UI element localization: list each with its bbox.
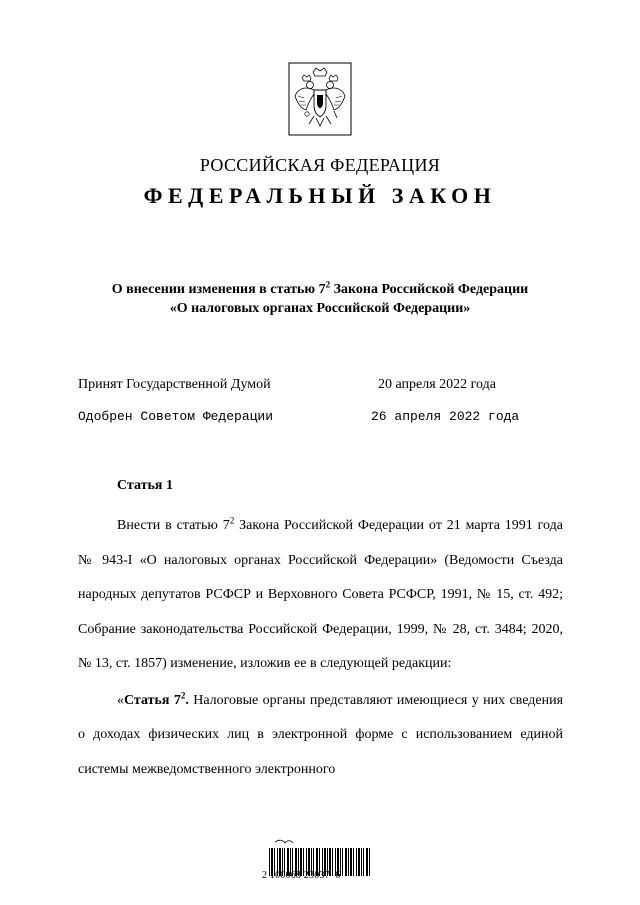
coat-of-arms-icon <box>288 62 352 136</box>
law-title-sup: 2 <box>325 279 331 290</box>
council-label: Одобрен Советом Федерации <box>78 409 274 424</box>
para2-rest: Налоговые органы представляют имеющиеся у них сведения о доходах физических лиц в электронной форме с использованием единой системы межведомственного электронного <box>78 692 564 777</box>
article-heading: Статья 1 <box>117 478 173 493</box>
law-type: ФЕДЕРАЛЬНЫЙ ЗАКОН <box>143 183 497 208</box>
law-title <box>60 280 580 318</box>
duma-date: 20 апреля 2022 года <box>378 377 496 392</box>
council-date: 26 апреля 2022 года <box>371 409 520 424</box>
para2-article-ref: Статья $7^2$. <box>124 689 189 708</box>
law-title-line2: «О налоговых органах Российской Федерации» <box>169 301 471 316</box>
article-body <box>78 509 563 787</box>
para1-prefix: Внести в статью 7 <box>117 518 230 533</box>
law-title-line1-suffix: Закона Российской Федерации <box>330 282 529 297</box>
law-title-line1-prefix: О внесении изменения в статью 7 <box>111 282 326 297</box>
duma-label: Принят Государственной Думой <box>78 377 271 392</box>
para2-quote: « <box>117 692 124 708</box>
para1-sup: 2 <box>229 515 235 526</box>
article-paragraph-2 <box>78 684 563 788</box>
barcode-number: 2 100068 23037 6 <box>262 870 341 881</box>
article-paragraph-1 <box>78 509 563 682</box>
country-name: РОССИЙСКАЯ ФЕДЕРАЦИЯ <box>199 155 441 175</box>
para1-rest: Закона Российской Федерации от 21 марта 1991 года № 943-I «О налоговых органах Российской Федерации» (Ведомости Съезда народных депутатов РСФСР и Верховного Совета РСФСР, 1991, № 15, ст. 492; Собрание законодательства Российской Федерации, 1999, № 28, ст. 3484; 2020, № 13, ст. 1857) изменение, изложив ее в следующей редакции: <box>78 518 563 671</box>
